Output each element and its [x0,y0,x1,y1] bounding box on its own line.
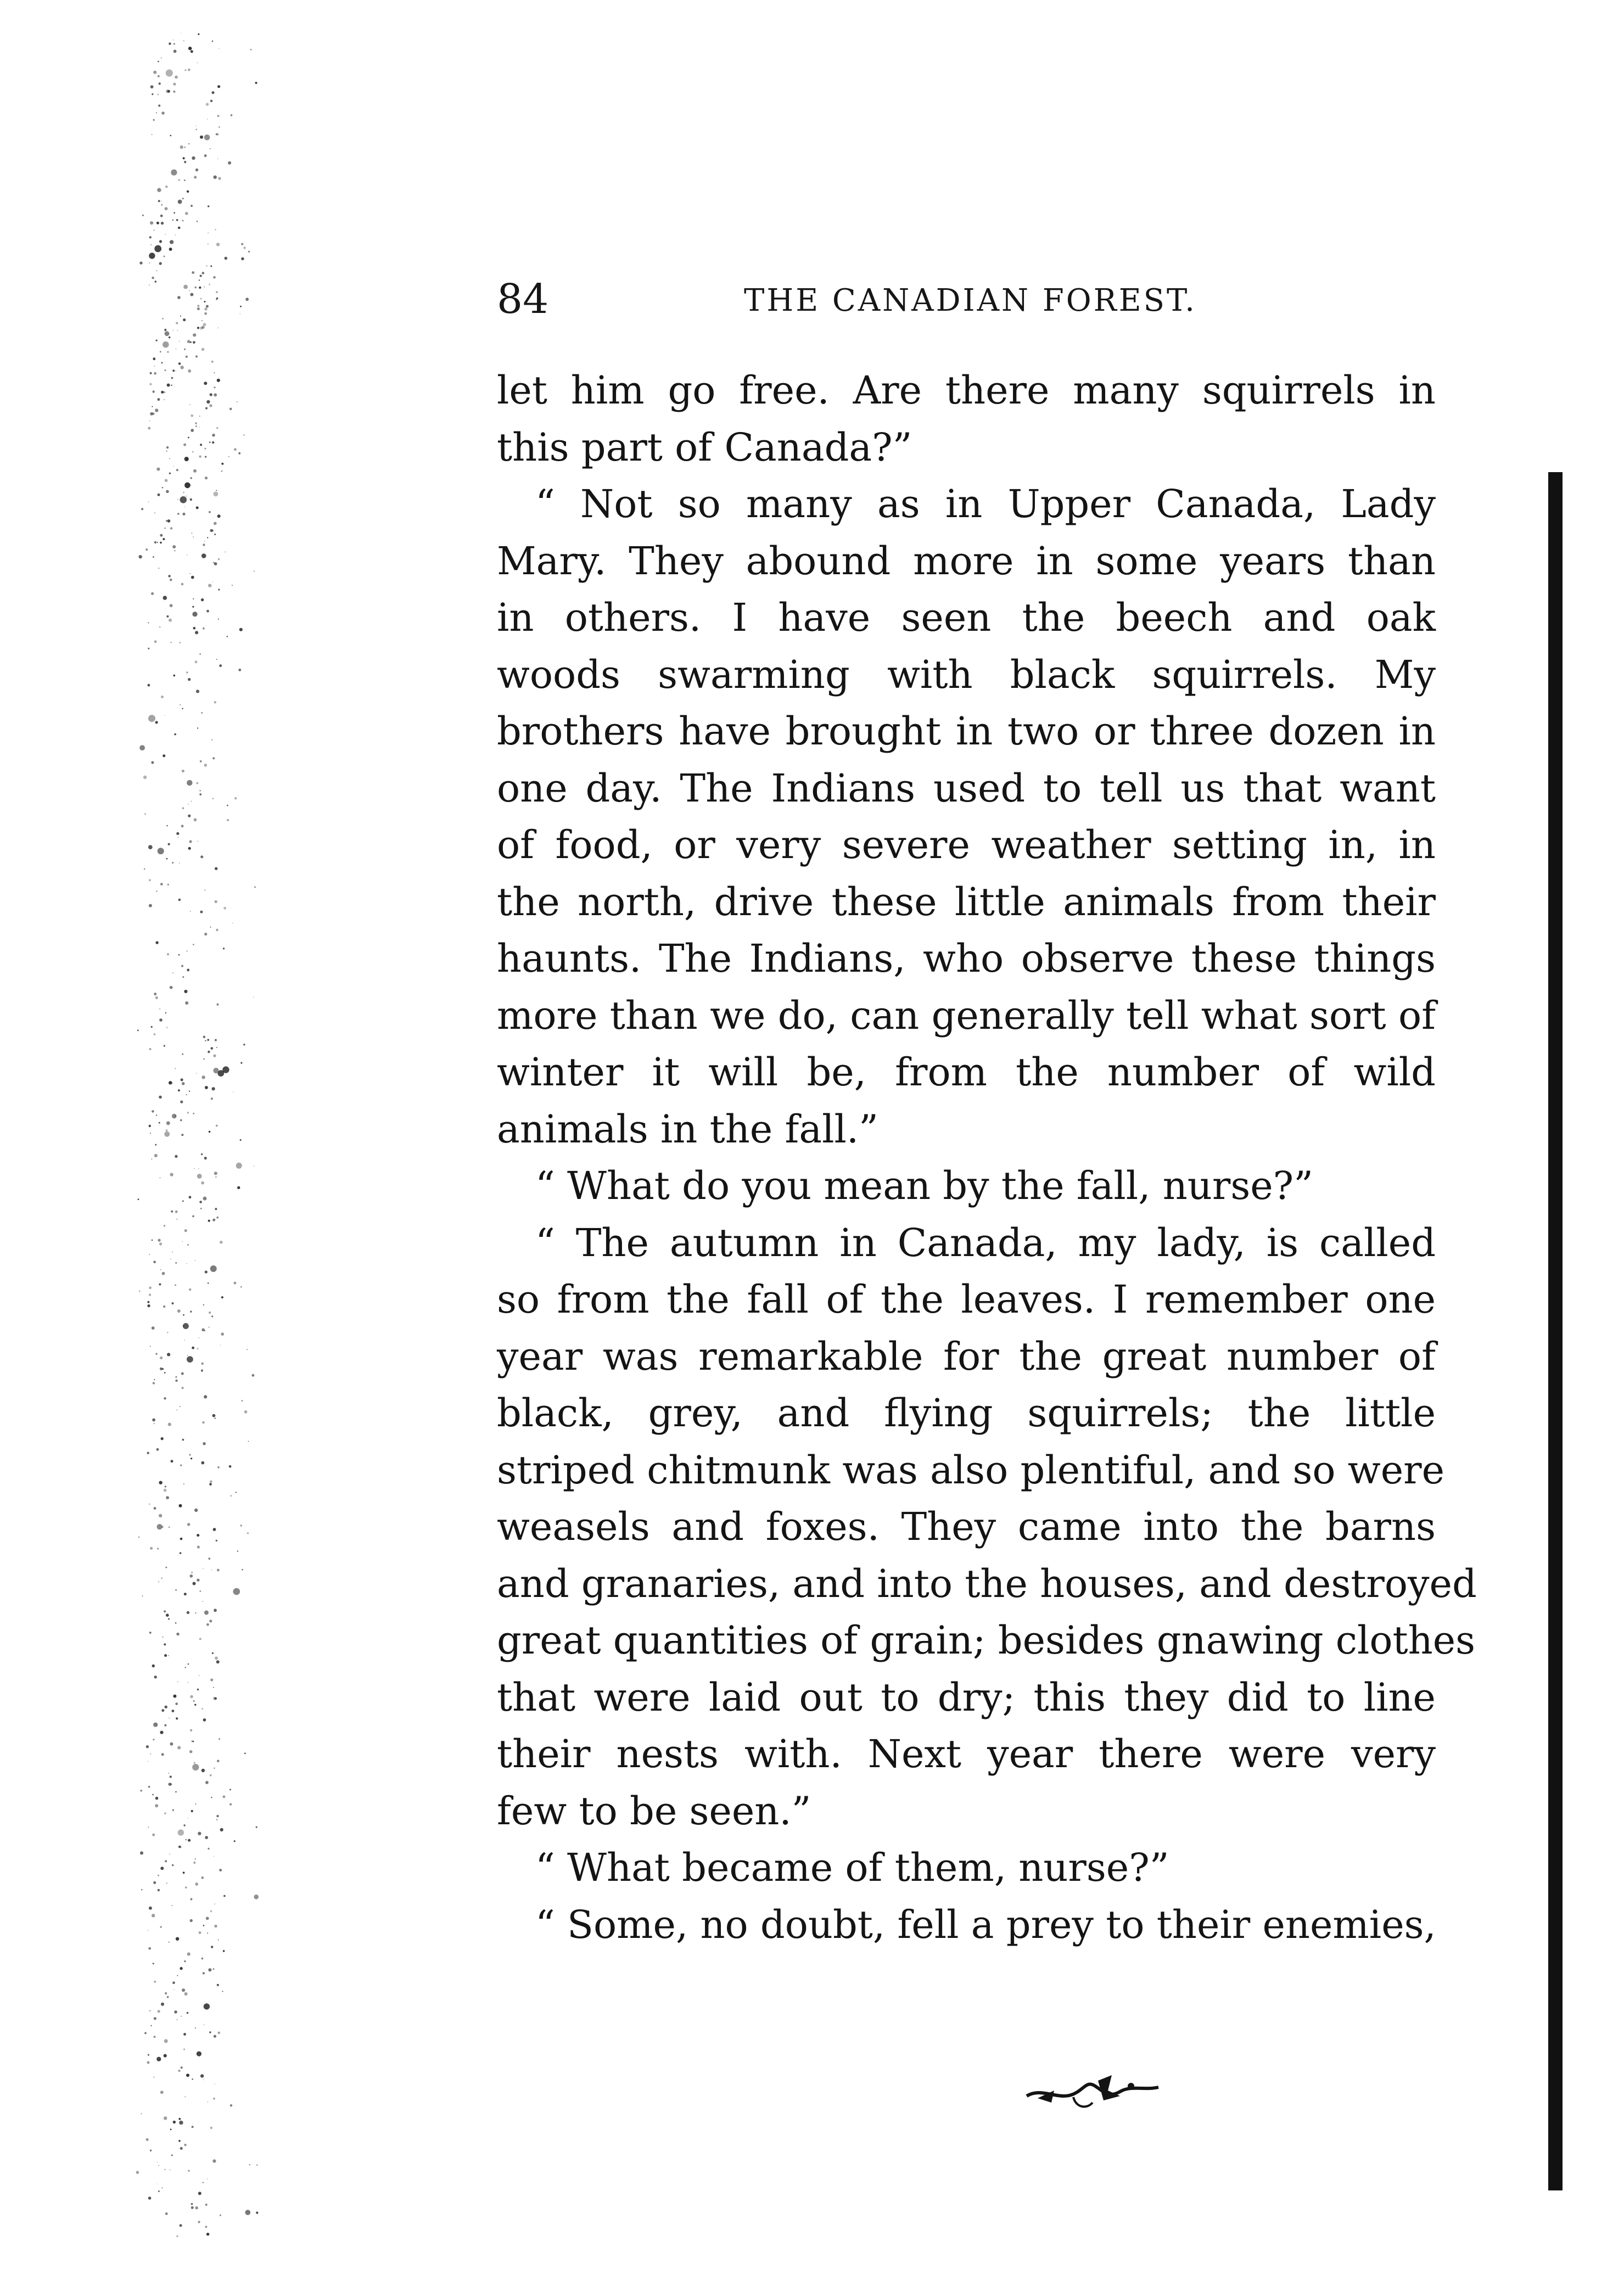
text-line: brothers have brought in two or three dozen in [497,709,1436,754]
text-line: striped chitmunk was also plentiful, and so were [497,1447,1445,1493]
text-line: year was remarkable for the great number of [497,1333,1436,1379]
text-line: black, grey, and flying squirrels; the little [497,1391,1436,1436]
text-line: woods swarming with black squirrels. My [497,652,1436,697]
text-line: one day. The Indians used to tell us that want [497,765,1436,811]
text-line: winter it will be, from the number of wild [497,1050,1436,1095]
text-line: in others. I have seen the beech and oak [497,595,1436,640]
text-line: weasels and foxes. They came into the barns [497,1504,1436,1549]
text-line: great quantities of grain; besides gnawing clothes [497,1618,1476,1663]
page-edge-shadow [1548,472,1563,2190]
text-line: so from the fall of the leaves. I remember one [497,1277,1436,1322]
text-line: of food, or very severe weather setting in, in [497,822,1436,867]
text-line: “ What do you mean by the fall, nurse?” [535,1163,1313,1208]
text-line: “ Some, no doubt, fell a prey to their enemies, [535,1902,1436,1947]
text-line: Mary. They abound more in some years than [497,538,1436,584]
text-line: and granaries, and into the houses, and destroyed [497,1561,1477,1606]
text-line: few to be seen.” [497,1788,811,1834]
page-number: 84 [497,276,549,323]
text-line: “ Not so many as in Upper Canada, Lady [535,481,1436,526]
text-line: the north, drive these little animals from their [497,879,1436,924]
text-line: more than we do, can generally tell what sort of [497,993,1436,1038]
text-line: that were laid out to dry; this they did to line [497,1674,1436,1720]
printers-flourish-icon [1021,2064,1164,2125]
text-line: their nests with. Next year there were very [497,1731,1436,1777]
body-text [497,362,1477,1953]
running-head: THE CANADIAN FOREST. [744,283,1197,318]
text-line: “ What became of them, nurse?” [535,1845,1169,1890]
text-line: “ The autumn in Canada, my lady, is called [535,1220,1436,1265]
gutter-speckle [126,33,269,2240]
text-line: let him go free. Are there many squirrels in [497,368,1436,413]
text-line: haunts. The Indians, who observe these things [497,936,1436,981]
text-line: this part of Canada?” [497,424,912,470]
text-line: animals in the fall.” [497,1106,878,1152]
page-header [497,274,1441,324]
